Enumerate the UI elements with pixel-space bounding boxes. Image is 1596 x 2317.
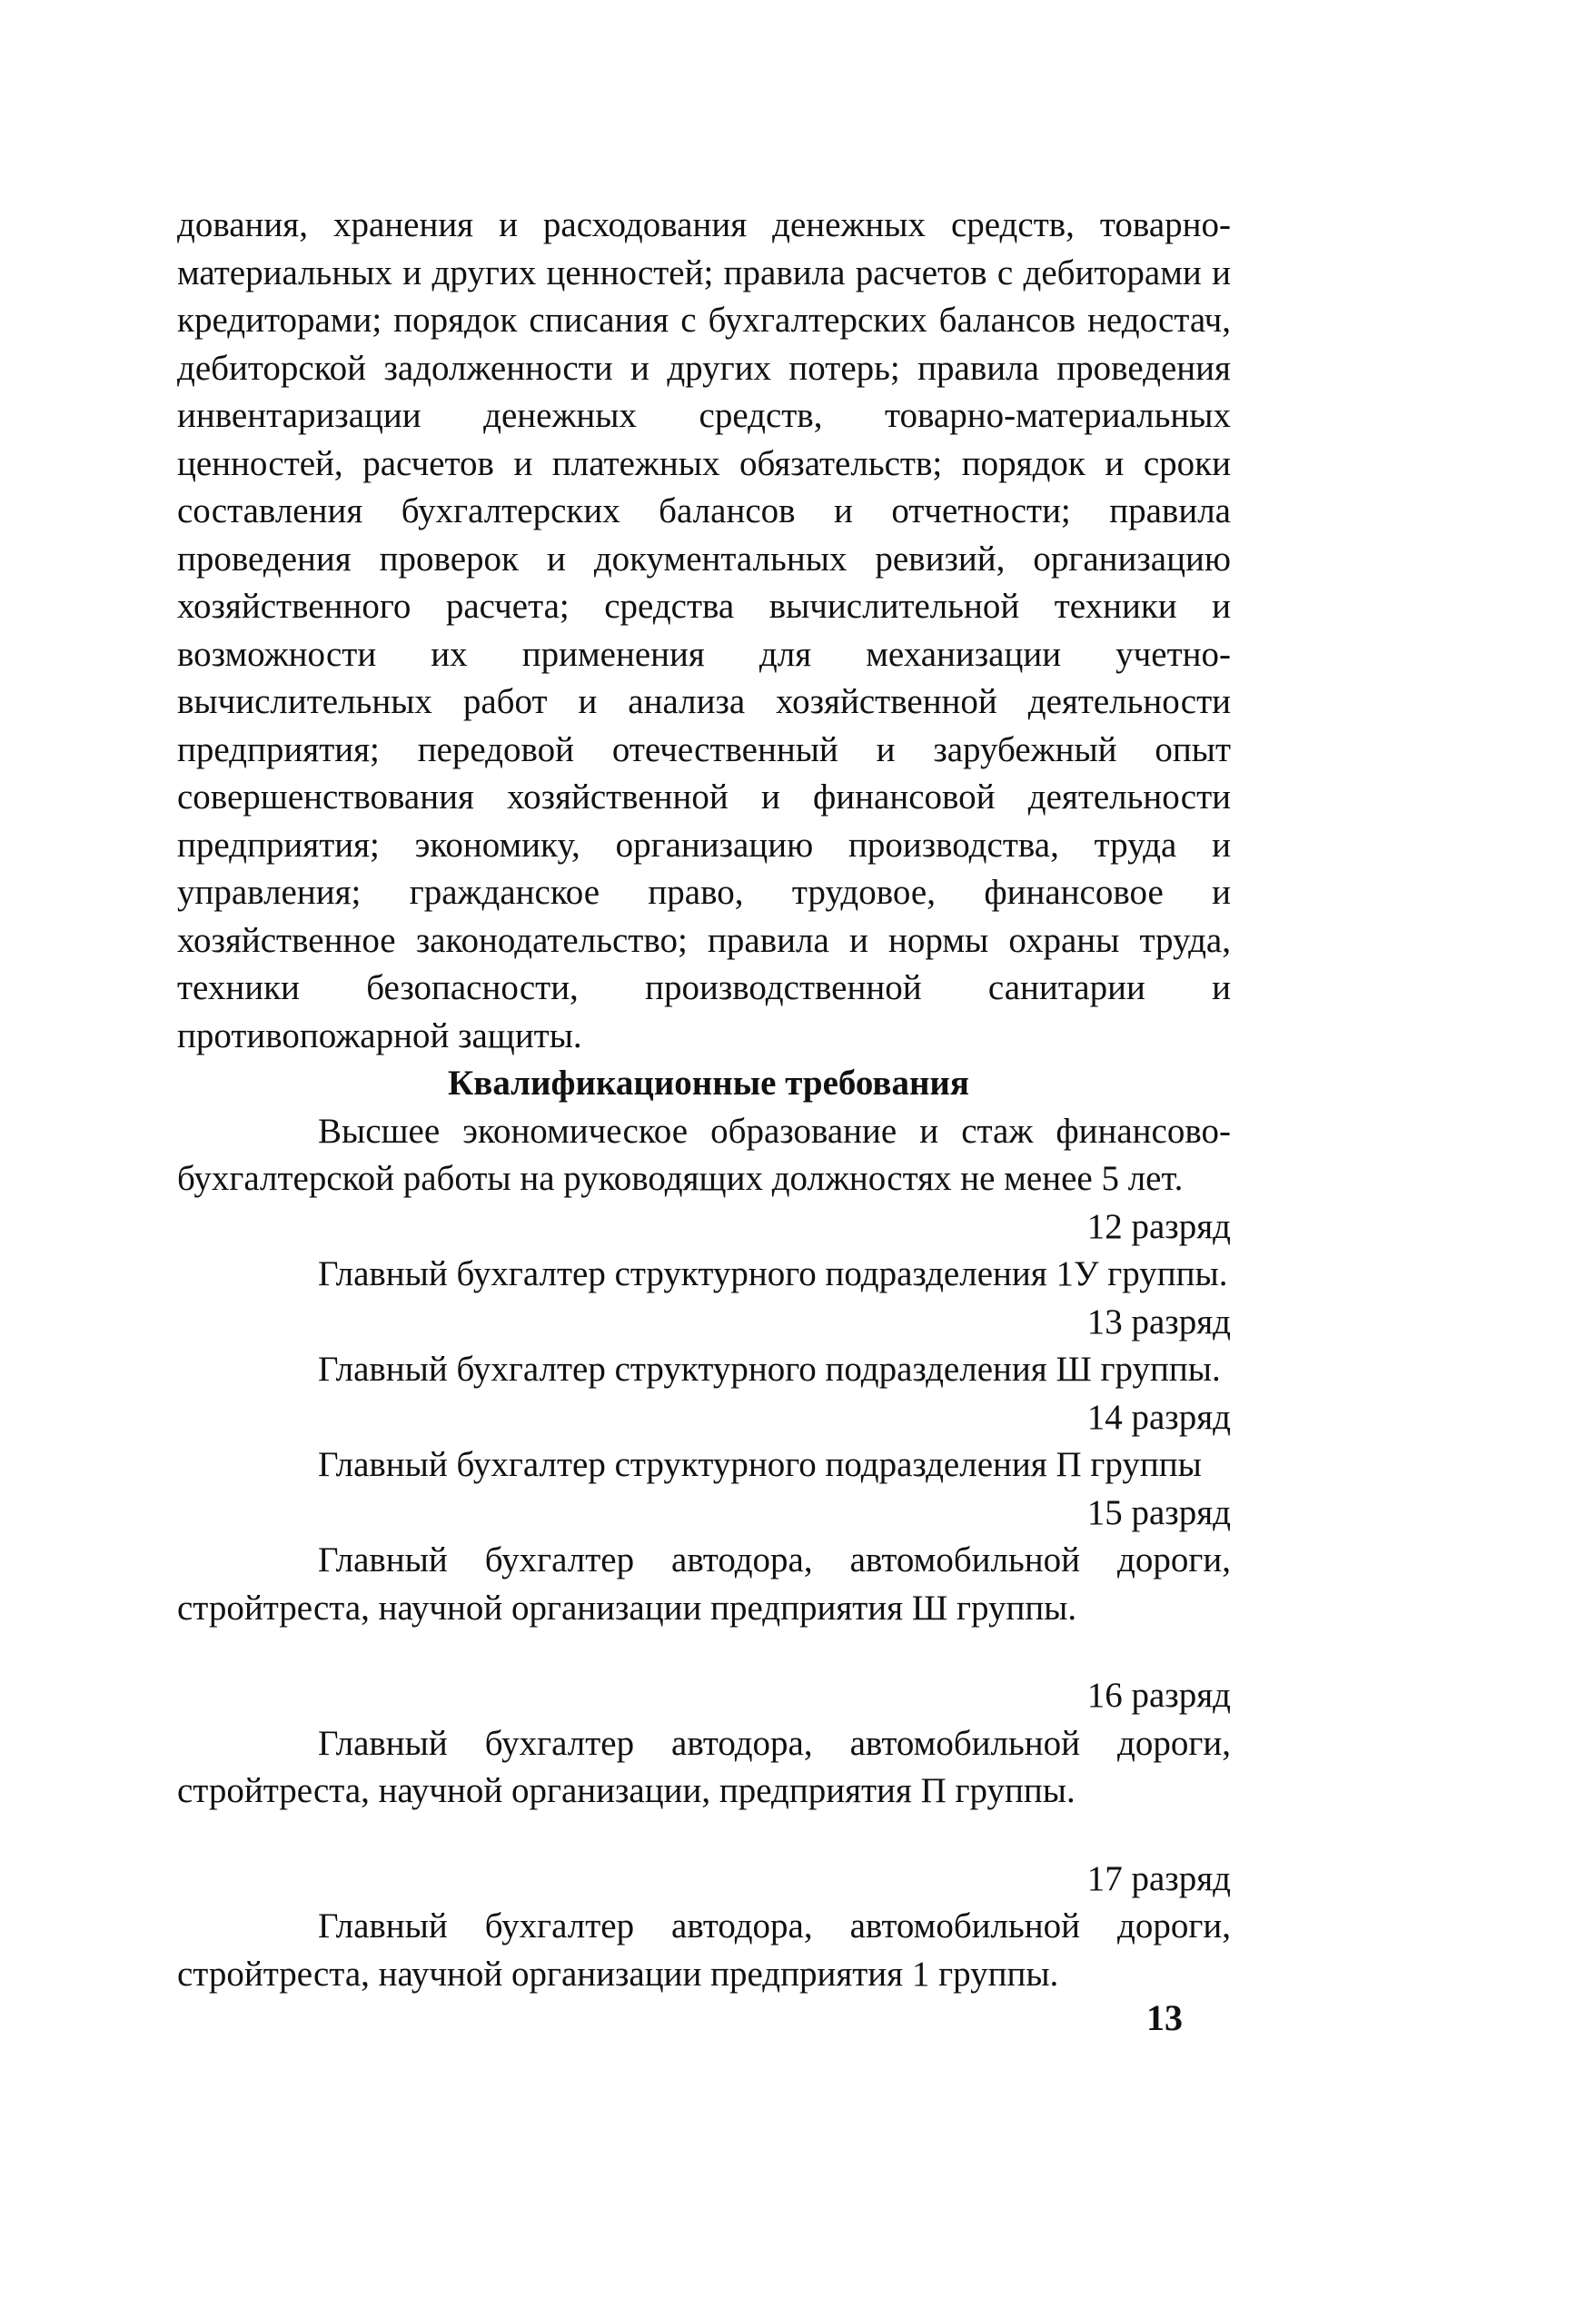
grade-label-17: 17 разряд — [1086, 1858, 1231, 1898]
grade-label-15: 15 разряд — [1086, 1492, 1231, 1532]
grade-text-14: Главный бухгалтер структурного подразделения П группы — [318, 1445, 1202, 1484]
qualification-paragraph: Высшее экономическое образование и стаж финансово-бухгалтерской работы на руководящих должностях не менее 5 лет. — [177, 1111, 1231, 1198]
grade-text-17: Главный бухгалтер автодора, автомобильной дороги, стройтреста, научной организации предприятия 1 группы. — [177, 1906, 1231, 1994]
grade-label-16: 16 разряд — [1086, 1676, 1231, 1715]
qualification-heading: Квалификационные требования — [447, 1064, 969, 1103]
document-body — [177, 202, 1231, 1998]
grade-text-12: Главный бухгалтер структурного подразделения 1У группы. — [318, 1254, 1228, 1293]
grade-label-12: 12 разряд — [1086, 1206, 1231, 1246]
grade-text-13: Главный бухгалтер структурного подразделения Ш группы. — [318, 1350, 1221, 1389]
grade-text-15: Главный бухгалтер автодора, автомобильной дороги, стройтреста, научной организации предприятия Ш группы. — [177, 1540, 1231, 1628]
grade-text-16: Главный бухгалтер автодора, автомобильной дороги, стройтреста, научной организации, предприятия П группы. — [177, 1723, 1231, 1810]
page-number: 13 — [1146, 1997, 1183, 2038]
grade-label-13: 13 разряд — [1086, 1302, 1231, 1342]
duties-paragraph: дования, хранения и расходования денежных средств, товарно-материальных и других ценностей; правила расчетов с дебиторами и кредиторами; порядок списания с бухгалтерских балансов недостач, дебиторской задолженности и других потерь; правила проведения инвентаризации денежных средств, товарно-материальных ценностей, расчетов и платежных обязательств; порядок и сроки составления бухгалтерских балансов и отчетности; правила проведения проверок и документальных ревизий, организацию хозяйственного расчета; средства вычислительной техники и возможности их применения для механизации учетно-вычислительных работ и анализа хозяйственной деятельности предприятия; передовой отечественный и зарубежный опыт совершенствования хозяйственной и финансовой деятельности предприятия; экономику, организацию производства, труда и управления; гражданское право, трудовое, финансовое и хозяйственное законодательство; правила и нормы охраны труда, техники безопасности, производственной санитарии и противопожарной защиты. — [177, 205, 1231, 1055]
grade-label-14: 14 разряд — [1086, 1397, 1231, 1437]
